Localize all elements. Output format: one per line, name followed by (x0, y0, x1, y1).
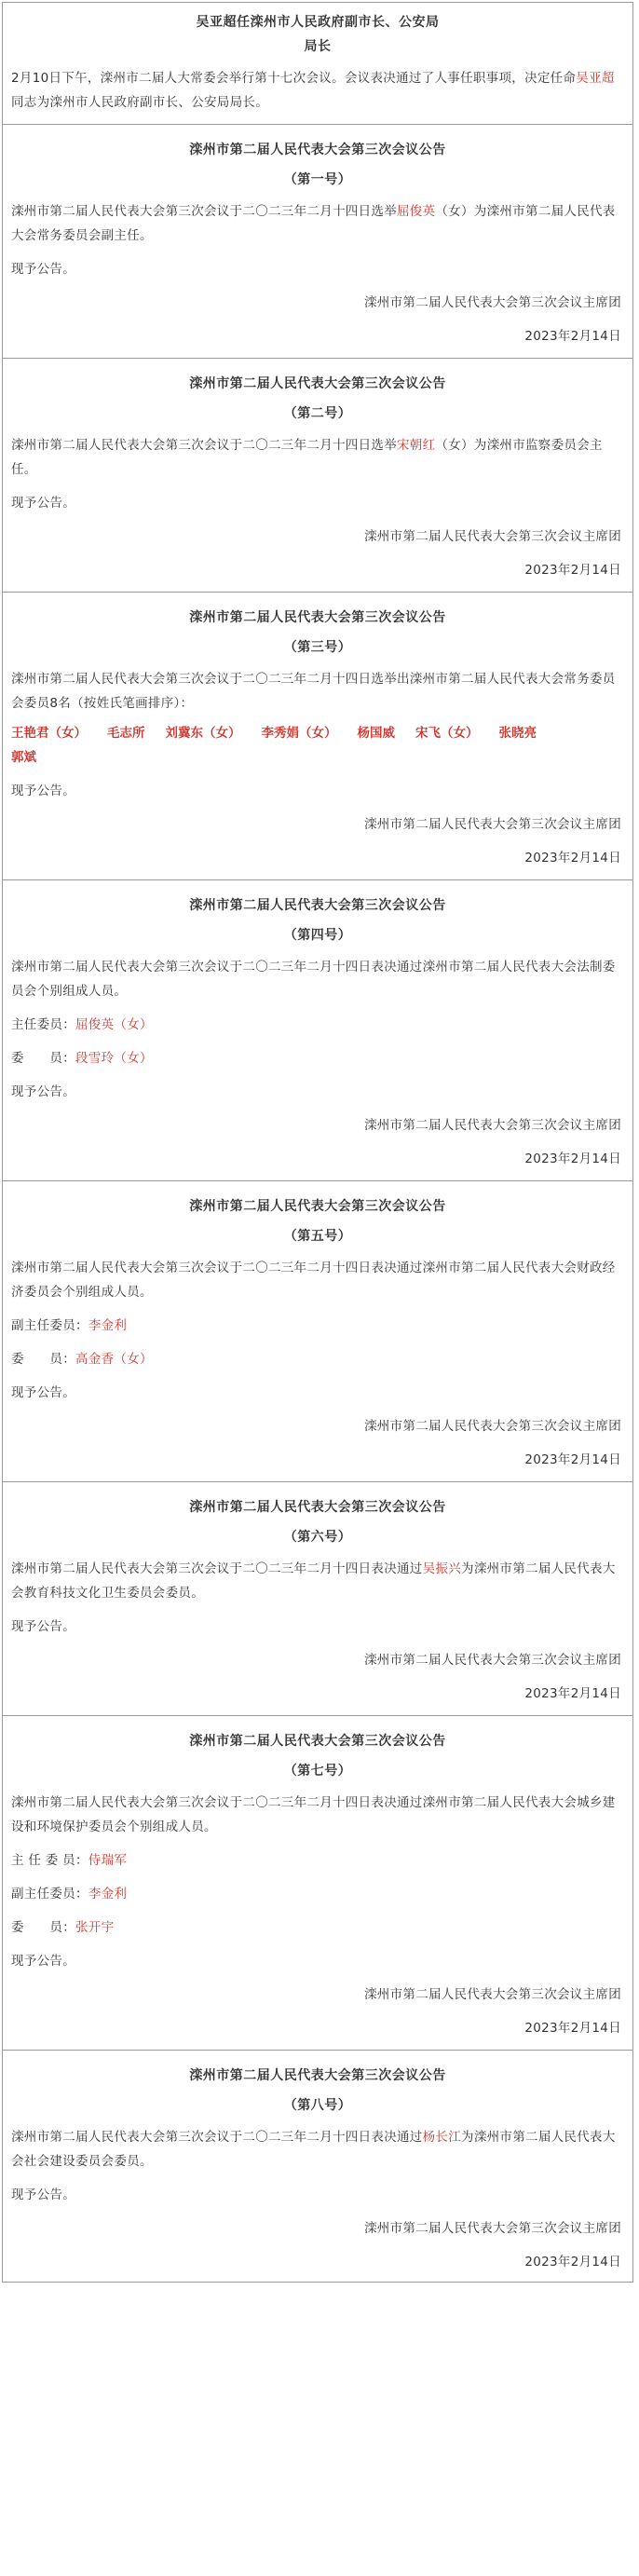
notice-text (3, 199, 632, 248)
notice-text-post: 为滦州市第二届人民代表大会社会建设委员会委员。 (11, 2130, 616, 2169)
appointee-name: 吴亚超 (576, 71, 615, 86)
notice-text-pre: 滦州市第二届人民代表大会第三次会议于二〇二三年二月十四日选举 (11, 204, 397, 219)
news-headline-line1: 吴亚超任滦州市人民政府副市长、公安局 (196, 15, 440, 30)
member-row (3, 1915, 632, 1940)
notice-1 (3, 125, 632, 359)
member-row (3, 1314, 632, 1338)
notice-text-pre: 滦州市第二届人民代表大会第三次会议于二〇二三年二月十四日选举 (11, 438, 397, 453)
publish-line: 现予公告。 (11, 262, 75, 277)
notice-text-post: 为滦州市第二届人民代表大会教育科技文化卫生委员会委员。 (11, 1561, 616, 1601)
date-line: 2023年2月14日 (524, 2021, 621, 2036)
publish-line: 现予公告。 (11, 1385, 75, 1400)
elected-name: 郭斌 (11, 750, 36, 765)
member-role: 委 员： (11, 1920, 75, 1935)
notice-text: 滦州市第二届人民代表大会第三次会议于二〇二三年二月十四日表决通过滦州市第二届人民代表大会财政经济委员会个别组成人员。 (11, 1261, 616, 1300)
member-name: 李金利 (88, 1887, 128, 1901)
member-row (3, 1848, 632, 1873)
notice-text: 滦州市第二届人民代表大会第三次会议于二〇二三年二月十四日表决通过滦州市第二届人民代表大会城乡建设和环境保护委员会个别组成人员。 (11, 1795, 616, 1834)
member-name: 吴振兴 (422, 1561, 462, 1576)
news-body (3, 66, 632, 115)
notice-text: 滦州市第二届人民代表大会第三次会议于二〇二三年二月十四日选举出滦州市第二届人民代表大会常务委员会委员8名（按姓氏笔画排序）： (11, 672, 616, 711)
news-body-post: 同志为滦州市人民政府副市长、公安局局长。 (11, 95, 268, 110)
member-name: 屈俊英（女） (75, 1017, 153, 1032)
notice-title: 滦州市第二届人民代表大会第三次会议公告 (189, 1500, 446, 1515)
notice-number: （第八号） (283, 2098, 352, 2113)
notice-text-pre: 滦州市第二届人民代表大会第三次会议于二〇二三年二月十四日表决通过 (11, 1561, 423, 1576)
signer-line: 滦州市第二届人民代表大会第三次会议主席团 (364, 1118, 621, 1133)
member-role: 副主任委员： (11, 1318, 88, 1333)
notice-7 (3, 1716, 632, 2051)
member-row (3, 1046, 632, 1070)
signer-line: 滦州市第二届人民代表大会第三次会议主席团 (364, 1653, 621, 1668)
document-frame (2, 2, 633, 2283)
notice-title: 滦州市第二届人民代表大会第三次会议公告 (189, 376, 446, 391)
notice-title: 滦州市第二届人民代表大会第三次会议公告 (189, 610, 446, 625)
signer-line: 滦州市第二届人民代表大会第三次会议主席团 (364, 295, 621, 310)
elected-name: 宋飞（女） (415, 726, 479, 741)
member-role: 委 员： (11, 1352, 75, 1367)
notice-text-pre: 滦州市第二届人民代表大会第三次会议于二〇二三年二月十四日表决通过 (11, 2130, 423, 2145)
member-row (3, 1013, 632, 1037)
notice-number: （第五号） (283, 1229, 352, 1244)
member-name: 段雪玲（女） (75, 1051, 153, 1066)
elected-names-list (3, 721, 632, 745)
member-row (3, 1882, 632, 1906)
elected-name: 刘冀东（女） (165, 726, 241, 741)
signer-line: 滦州市第二届人民代表大会第三次会议主席团 (364, 529, 621, 544)
notice-text: 滦州市第二届人民代表大会第三次会议于二〇二三年二月十四日表决通过滦州市第二届人民代表大会法制委员会个别组成人员。 (11, 960, 616, 999)
notice-title: 滦州市第二届人民代表大会第三次会议公告 (189, 1199, 446, 1214)
elected-name: 杨国威 (357, 726, 395, 741)
elected-name: 李秀娟（女） (261, 726, 337, 741)
elected-name: 张晓亮 (498, 726, 537, 741)
notice-6 (3, 1482, 632, 1716)
signer-line: 滦州市第二届人民代表大会第三次会议主席团 (364, 817, 621, 832)
notice-text (3, 2125, 632, 2174)
news-headline (3, 10, 632, 59)
notice-number: （第六号） (283, 1530, 352, 1545)
notice-3 (3, 593, 632, 880)
elected-name: 王艳君（女） (11, 726, 87, 741)
signer-line: 滦州市第二届人民代表大会第三次会议主席团 (364, 1419, 621, 1434)
publish-line: 现予公告。 (11, 1954, 75, 1969)
member-name: 李金利 (88, 1318, 128, 1333)
notice-text-post: （女）为滦州市监察委员会主任。 (11, 438, 603, 477)
notice-8 (3, 2051, 632, 2282)
notice-2 (3, 359, 632, 593)
member-name: 侍瑞军 (88, 1853, 128, 1868)
notice-title: 滦州市第二届人民代表大会第三次会议公告 (189, 1734, 446, 1749)
notice-title: 滦州市第二届人民代表大会第三次会议公告 (189, 143, 446, 157)
notice-4 (3, 880, 632, 1181)
date-line: 2023年2月14日 (524, 1452, 621, 1467)
elected-name: 屈俊英 (397, 204, 436, 219)
elected-name: 宋朝红 (397, 438, 436, 453)
signer-line: 滦州市第二届人民代表大会第三次会议主席团 (364, 1987, 621, 2002)
notice-number: （第三号） (283, 640, 352, 655)
publish-line: 现予公告。 (11, 784, 75, 798)
date-line: 2023年2月14日 (524, 2255, 621, 2269)
date-line: 2023年2月14日 (524, 563, 621, 578)
elected-name: 毛志所 (107, 726, 145, 741)
member-role: 主 任 委 员： (11, 1853, 88, 1868)
notice-title: 滦州市第二届人民代表大会第三次会议公告 (189, 2068, 446, 2083)
notice-number: （第二号） (283, 406, 352, 421)
member-role: 主任委员： (11, 1017, 75, 1032)
member-role: 副主任委员： (11, 1887, 88, 1901)
news-headline-line2: 局长 (304, 39, 332, 54)
member-role: 委 员： (11, 1051, 75, 1066)
signer-line: 滦州市第二届人民代表大会第三次会议主席团 (364, 2221, 621, 2236)
date-line: 2023年2月14日 (524, 851, 621, 865)
news-section (3, 3, 632, 125)
notice-number: （第四号） (283, 928, 352, 943)
notice-5 (3, 1181, 632, 1482)
publish-line: 现予公告。 (11, 2188, 75, 2202)
member-name: 杨长江 (422, 2130, 462, 2145)
notice-number: （第一号） (283, 172, 352, 187)
member-row (3, 1347, 632, 1371)
news-body-pre: 2月10日下午，滦州市二届人大常委会举行第十七次会议。会议表决通过了人事任职事项，决定任命 (11, 71, 577, 86)
date-line: 2023年2月14日 (524, 329, 621, 344)
notice-text (3, 433, 632, 482)
notice-title: 滦州市第二届人民代表大会第三次会议公告 (189, 898, 446, 913)
publish-line: 现予公告。 (11, 1084, 75, 1099)
notice-text-post: （女）为滦州市第二届人民代表大会常务委员会副主任。 (11, 204, 616, 243)
notice-text (3, 1557, 632, 1605)
date-line: 2023年2月14日 (524, 1686, 621, 1701)
member-name: 张开宇 (75, 1920, 115, 1935)
publish-line: 现予公告。 (11, 496, 75, 511)
elected-names-line2 (3, 745, 632, 770)
publish-line: 现予公告。 (11, 1619, 75, 1634)
date-line: 2023年2月14日 (524, 1152, 621, 1166)
notice-number: （第七号） (283, 1764, 352, 1779)
member-name: 高金香（女） (75, 1352, 153, 1367)
